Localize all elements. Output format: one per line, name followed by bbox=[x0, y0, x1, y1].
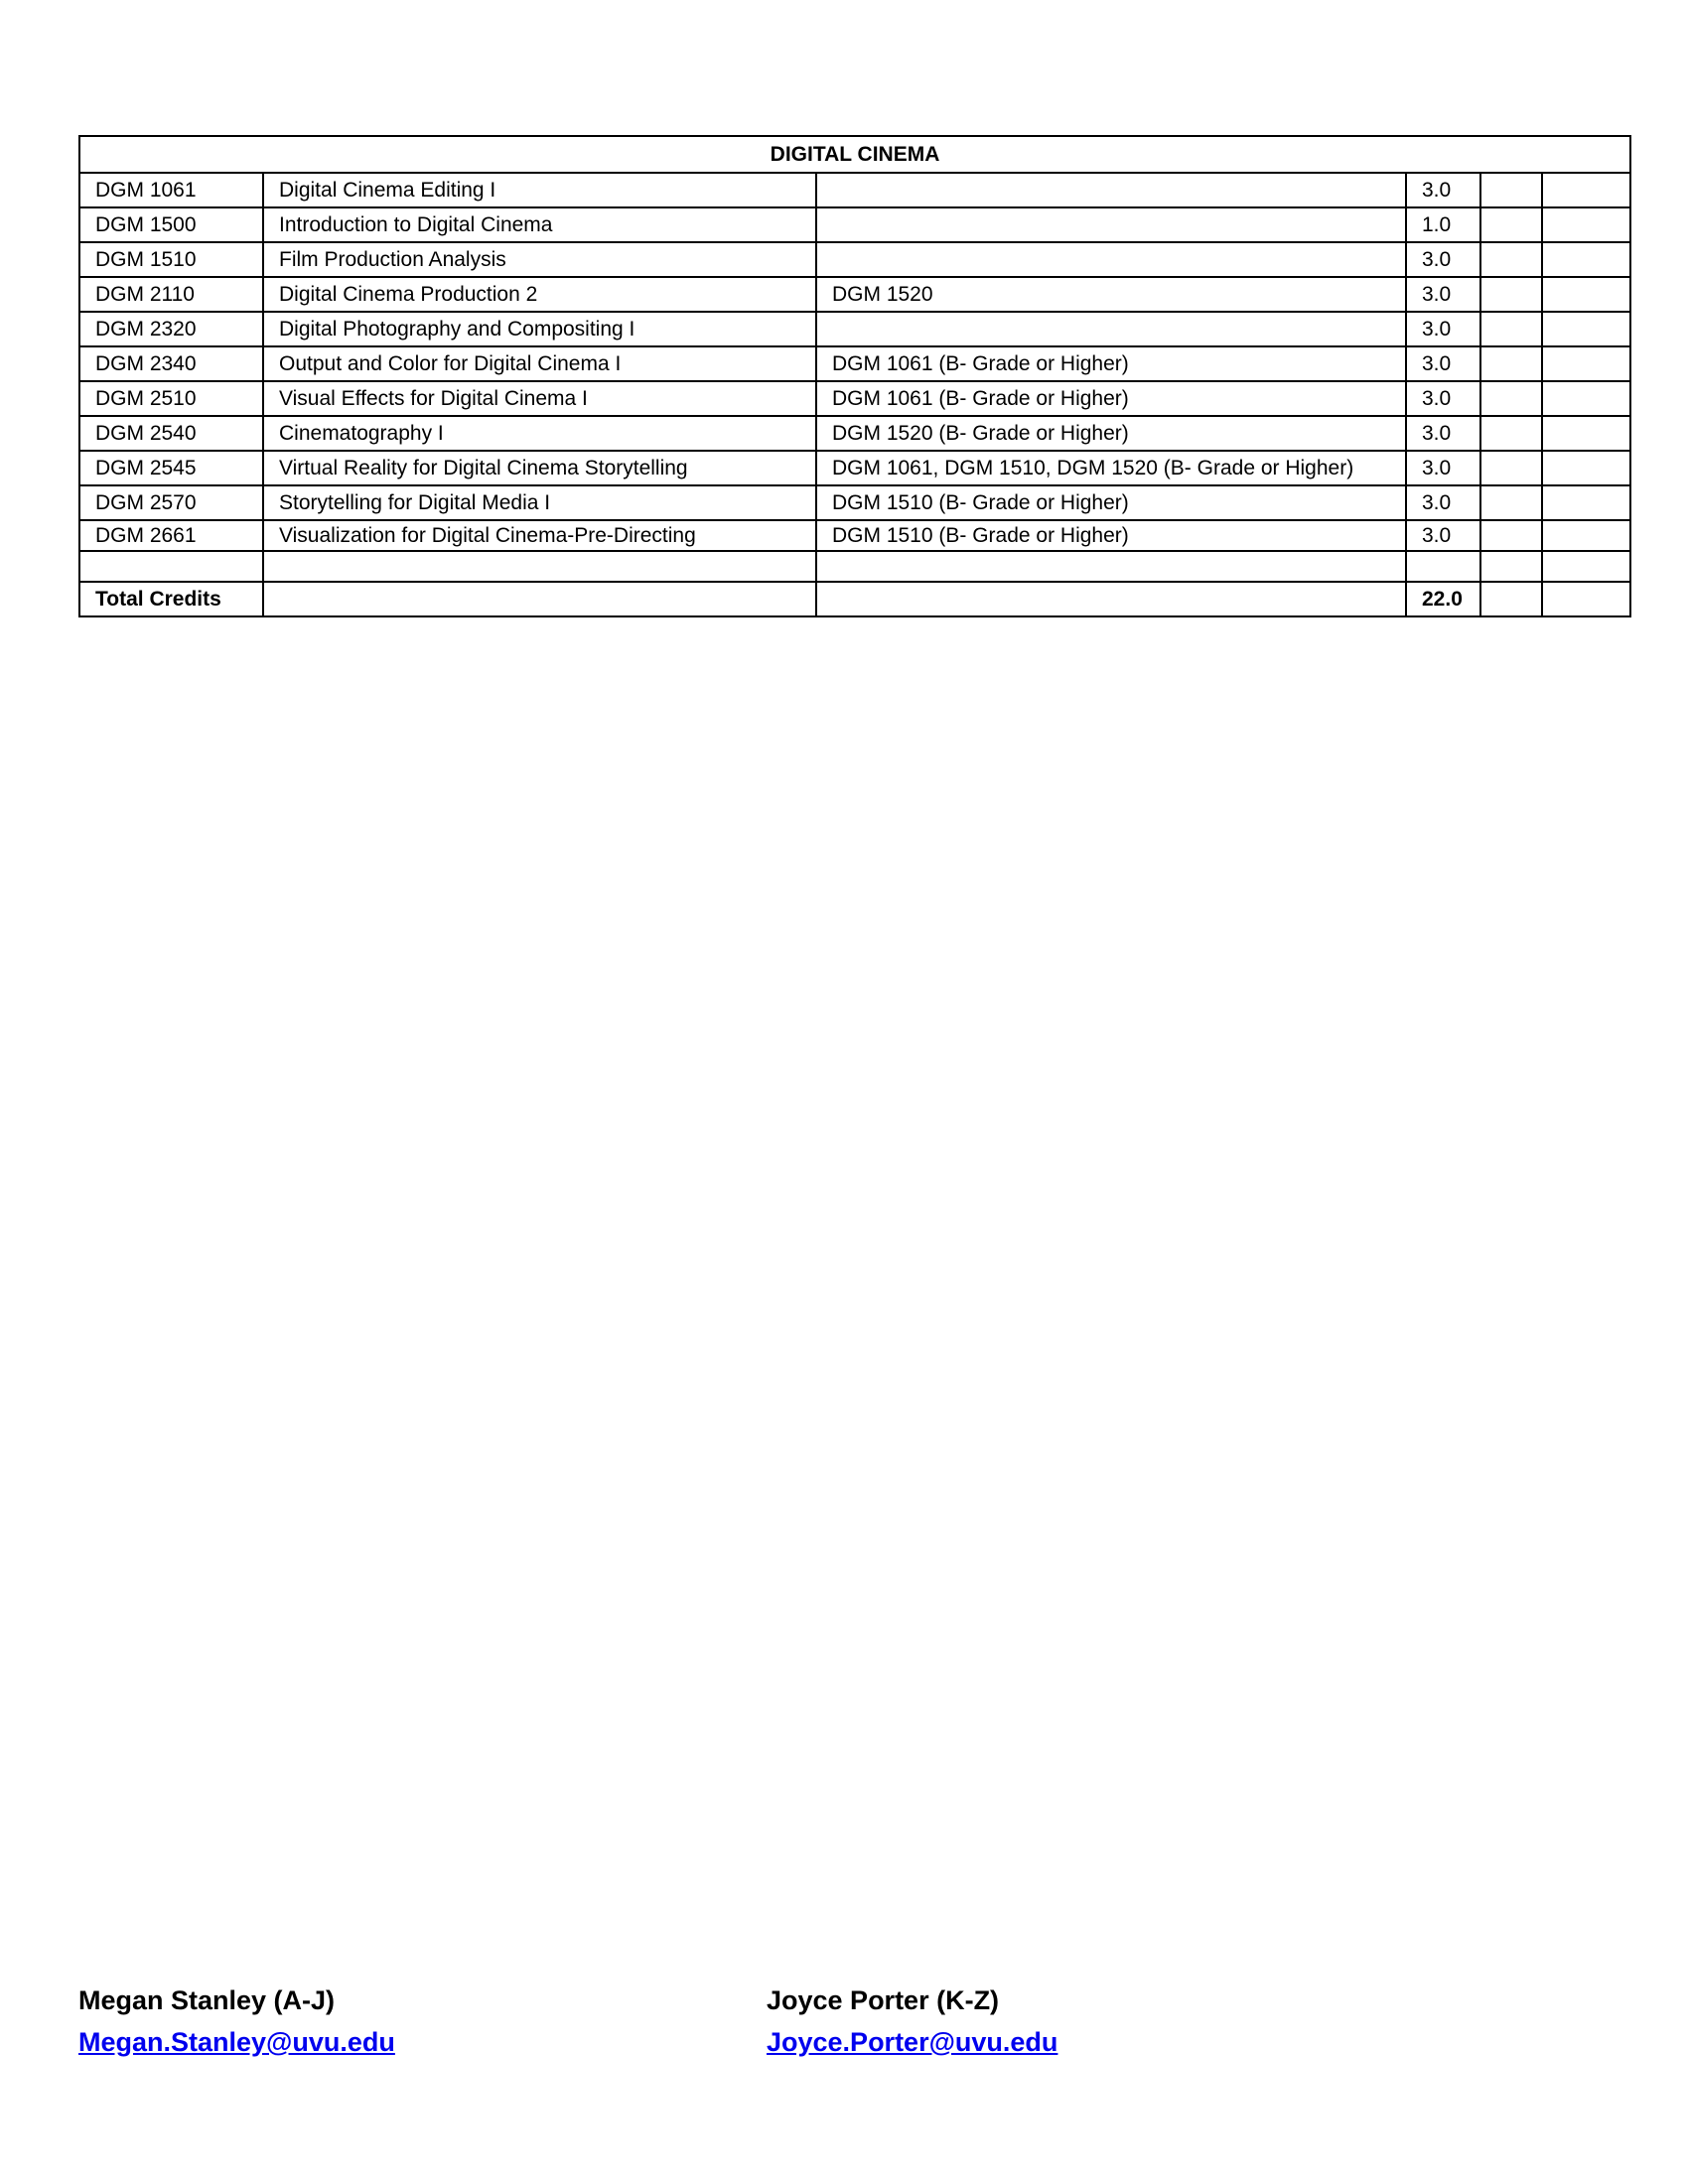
empty-cell bbox=[1542, 582, 1630, 616]
check-cell-b bbox=[1542, 381, 1630, 416]
total-credits: 22.0 bbox=[1406, 582, 1480, 616]
table-row bbox=[79, 381, 1630, 416]
course-code: DGM 1500 bbox=[79, 207, 263, 242]
table-row bbox=[79, 242, 1630, 277]
check-cell-a bbox=[1480, 451, 1542, 485]
empty-cell bbox=[1542, 551, 1630, 582]
check-cell-a bbox=[1480, 346, 1542, 381]
check-cell-a bbox=[1480, 207, 1542, 242]
course-credits: 3.0 bbox=[1406, 451, 1480, 485]
course-title: Output and Color for Digital Cinema I bbox=[263, 346, 816, 381]
table-title: DIGITAL CINEMA bbox=[79, 136, 1630, 173]
course-title: Cinematography I bbox=[263, 416, 816, 451]
course-title: Digital Cinema Production 2 bbox=[263, 277, 816, 312]
course-prereq: DGM 1510 (B- Grade or Higher) bbox=[816, 520, 1406, 551]
check-cell-b bbox=[1542, 312, 1630, 346]
course-prereq bbox=[816, 312, 1406, 346]
course-credits: 3.0 bbox=[1406, 173, 1480, 207]
course-code: DGM 2545 bbox=[79, 451, 263, 485]
course-prereq: DGM 1061 (B- Grade or Higher) bbox=[816, 346, 1406, 381]
empty-row bbox=[79, 551, 1630, 582]
course-code: DGM 1061 bbox=[79, 173, 263, 207]
course-title: Virtual Reality for Digital Cinema Storytelling bbox=[263, 451, 816, 485]
total-row bbox=[79, 582, 1630, 616]
course-prereq bbox=[816, 242, 1406, 277]
course-code: DGM 2661 bbox=[79, 520, 263, 551]
table-row bbox=[79, 520, 1630, 551]
table-row bbox=[79, 312, 1630, 346]
course-prereq: DGM 1061 (B- Grade or Higher) bbox=[816, 381, 1406, 416]
course-credits: 3.0 bbox=[1406, 277, 1480, 312]
course-prereq bbox=[816, 207, 1406, 242]
check-cell-a bbox=[1480, 416, 1542, 451]
table-row bbox=[79, 207, 1630, 242]
course-prereq: DGM 1520 bbox=[816, 277, 1406, 312]
table-row bbox=[79, 346, 1630, 381]
course-code: DGM 2340 bbox=[79, 346, 263, 381]
empty-cell bbox=[263, 551, 816, 582]
check-cell-b bbox=[1542, 520, 1630, 551]
check-cell-b bbox=[1542, 346, 1630, 381]
course-code: DGM 2570 bbox=[79, 485, 263, 520]
table-title-row bbox=[79, 136, 1630, 173]
course-title: Visualization for Digital Cinema-Pre-Directing bbox=[263, 520, 816, 551]
course-title: Digital Cinema Editing I bbox=[263, 173, 816, 207]
table-row bbox=[79, 485, 1630, 520]
course-code: DGM 2110 bbox=[79, 277, 263, 312]
empty-cell bbox=[816, 551, 1406, 582]
course-title: Storytelling for Digital Media I bbox=[263, 485, 816, 520]
course-code: DGM 2540 bbox=[79, 416, 263, 451]
course-prereq: DGM 1061, DGM 1510, DGM 1520 (B- Grade or Higher) bbox=[816, 451, 1406, 485]
advisor-contact-a-j bbox=[78, 1979, 395, 2063]
check-cell-a bbox=[1480, 381, 1542, 416]
course-credits: 3.0 bbox=[1406, 381, 1480, 416]
advisor-name: Joyce Porter (K-Z) bbox=[767, 1985, 1000, 2015]
advisor-name: Megan Stanley (A-J) bbox=[78, 1985, 336, 2015]
check-cell-a bbox=[1480, 242, 1542, 277]
course-title: Film Production Analysis bbox=[263, 242, 816, 277]
check-cell-a bbox=[1480, 173, 1542, 207]
check-cell-a bbox=[1480, 520, 1542, 551]
table-row bbox=[79, 416, 1630, 451]
check-cell-a bbox=[1480, 312, 1542, 346]
empty-cell bbox=[1406, 551, 1480, 582]
check-cell-a bbox=[1480, 277, 1542, 312]
course-prereq: DGM 1520 (B- Grade or Higher) bbox=[816, 416, 1406, 451]
empty-cell bbox=[263, 582, 816, 616]
table-row bbox=[79, 277, 1630, 312]
total-label: Total Credits bbox=[79, 582, 263, 616]
check-cell-b bbox=[1542, 485, 1630, 520]
course-title: Introduction to Digital Cinema bbox=[263, 207, 816, 242]
check-cell-a bbox=[1480, 485, 1542, 520]
course-credits: 3.0 bbox=[1406, 520, 1480, 551]
check-cell-b bbox=[1542, 451, 1630, 485]
check-cell-b bbox=[1542, 242, 1630, 277]
course-code: DGM 2320 bbox=[79, 312, 263, 346]
empty-cell bbox=[1480, 551, 1542, 582]
advisor-contact-k-z bbox=[767, 1979, 1057, 2063]
course-title: Visual Effects for Digital Cinema I bbox=[263, 381, 816, 416]
course-title: Digital Photography and Compositing I bbox=[263, 312, 816, 346]
course-prereq bbox=[816, 173, 1406, 207]
empty-cell bbox=[79, 551, 263, 582]
empty-cell bbox=[1480, 582, 1542, 616]
course-credits: 3.0 bbox=[1406, 346, 1480, 381]
check-cell-b bbox=[1542, 277, 1630, 312]
digital-cinema-table bbox=[78, 135, 1631, 617]
empty-cell bbox=[816, 582, 1406, 616]
course-credits: 3.0 bbox=[1406, 312, 1480, 346]
course-credits: 3.0 bbox=[1406, 416, 1480, 451]
advisor-email-link[interactable]: Megan.Stanley@uvu.edu bbox=[78, 2027, 395, 2057]
check-cell-b bbox=[1542, 173, 1630, 207]
course-credits: 1.0 bbox=[1406, 207, 1480, 242]
course-code: DGM 2510 bbox=[79, 381, 263, 416]
table-row bbox=[79, 173, 1630, 207]
advisor-email-link[interactable]: Joyce.Porter@uvu.edu bbox=[767, 2027, 1058, 2057]
course-prereq: DGM 1510 (B- Grade or Higher) bbox=[816, 485, 1406, 520]
check-cell-b bbox=[1542, 416, 1630, 451]
table-row bbox=[79, 451, 1630, 485]
course-credits: 3.0 bbox=[1406, 485, 1480, 520]
course-credits: 3.0 bbox=[1406, 242, 1480, 277]
course-code: DGM 1510 bbox=[79, 242, 263, 277]
check-cell-b bbox=[1542, 207, 1630, 242]
